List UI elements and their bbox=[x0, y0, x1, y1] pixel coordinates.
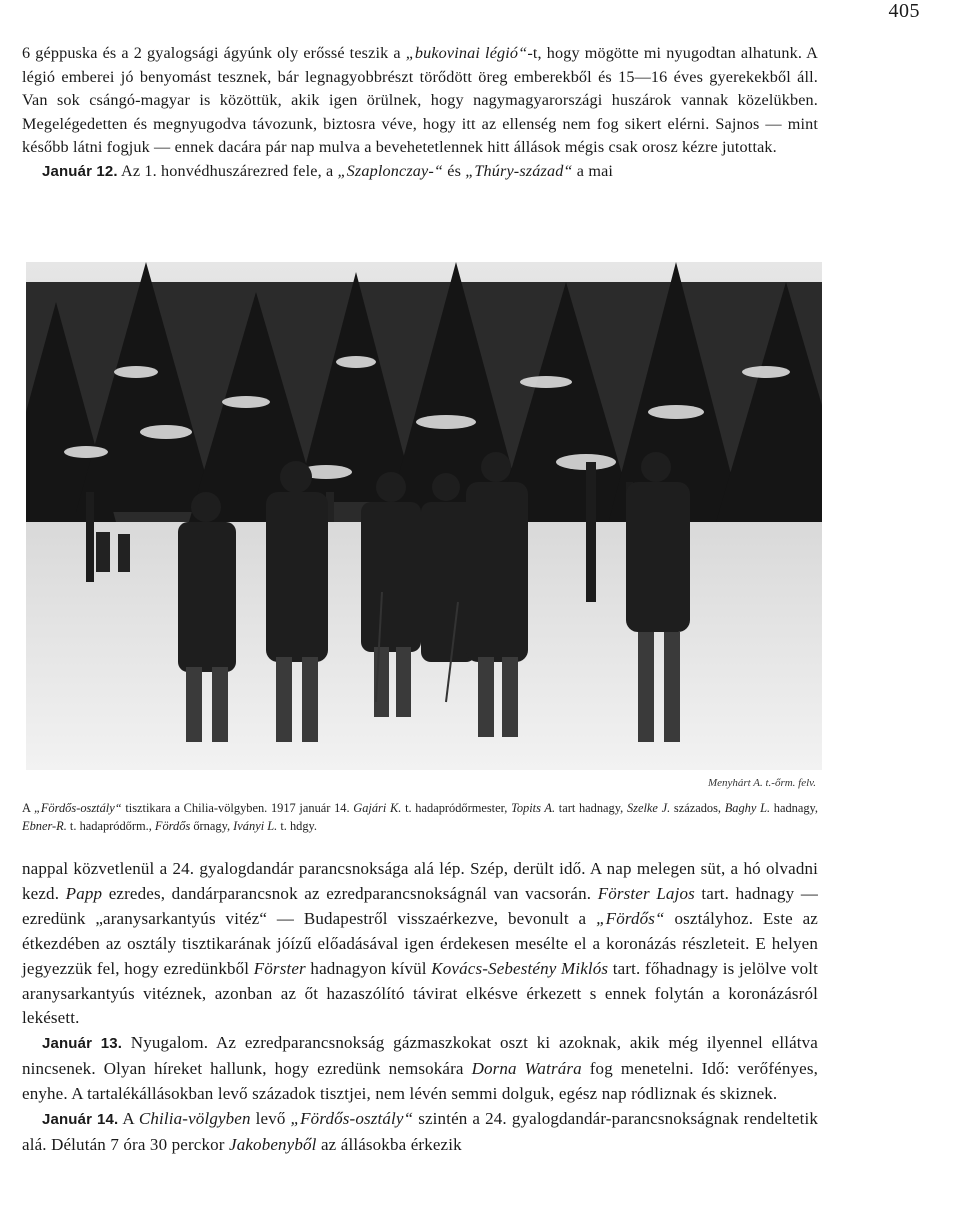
photograph-officers-in-snowy-forest bbox=[26, 262, 822, 770]
italic-run: „bukovinai légió“ bbox=[405, 44, 528, 62]
bottom-text-block bbox=[22, 857, 818, 1158]
text-run: százados, bbox=[670, 801, 725, 815]
text-run: tisztikara a Chilia-völgyben. 1917 január 14. bbox=[121, 801, 354, 815]
text-run: t. hadapródőrm., bbox=[66, 819, 155, 833]
text-run: szintén a 24. gyalogdandár-parancsnokságnak rendeltetik alá. Délután 7 óra 30 perckor bbox=[22, 1109, 818, 1154]
italic-run: „Thúry-század“ bbox=[465, 161, 573, 180]
italic-run: Förster Lajos bbox=[597, 883, 695, 903]
text-run: fog menetelni. Idő: verőfényes, enyhe. A tartalékállásokban levő századok tisztjei, nem lévén semmi dolguk, egész nap ródliznak és skiznek. bbox=[22, 1059, 818, 1104]
text-run: Az 1. honvédhuszárezred fele, a bbox=[117, 161, 338, 180]
text-run: hadnagy, bbox=[770, 801, 819, 815]
italic-run: „Fördős“ bbox=[596, 908, 665, 928]
page-number: 405 bbox=[888, 0, 920, 22]
text-run: Nyugalom. Az ezredparancsnokság gázmaszkokat oszt ki azoknak, akik még ilyennel ellátva nincsenek. Olyan híreket hallunk, hogy ezredünk nemsokára bbox=[22, 1033, 818, 1079]
italic-run: Gajári K. bbox=[353, 801, 402, 815]
paragraph-january-13 bbox=[22, 1031, 818, 1107]
text-run: A bbox=[118, 1109, 139, 1129]
photo-credit: Menyhárt A. t.-őrm. felv. bbox=[707, 777, 816, 789]
date-heading: Január 12. bbox=[42, 162, 118, 180]
italic-run: „Fördős-osztály“ bbox=[290, 1109, 414, 1129]
text-run: nappal közvetlenül a 24. gyalogdandár parancsnoksága alá lép. Szép, derült idő. A nap melegen süt, a hó olvadni kezd. bbox=[22, 859, 818, 903]
text-run: A bbox=[22, 801, 34, 815]
text-run: hadnagyon kívül bbox=[305, 958, 432, 978]
date-heading: Január 13. bbox=[42, 1035, 123, 1053]
text-run: tart hadnagy, bbox=[555, 801, 627, 815]
paragraph-continued bbox=[22, 857, 818, 1031]
paragraph-january-14 bbox=[22, 1107, 818, 1158]
italic-run: Iványi L. bbox=[233, 819, 278, 833]
paragraph-legion bbox=[22, 42, 818, 160]
italic-run: Förster bbox=[253, 958, 306, 978]
text-run: tart. hadnagy — ezredünk „aranysarkantyús vitéz“ — Budapestről visszaérkezve, bevonult a bbox=[22, 883, 818, 928]
text-run: és bbox=[443, 161, 466, 180]
text-run: t. hadapródőrmester, bbox=[401, 801, 512, 815]
italic-run: Chilia-völgyben bbox=[138, 1109, 251, 1129]
text-run: az állásokba érkezik bbox=[316, 1134, 462, 1154]
text-run: ezredes, dandárparancsnok az ezredparancsnokságnál van vacsorán. bbox=[102, 883, 598, 903]
italic-run: „Szaplonczay-“ bbox=[337, 161, 444, 180]
italic-run: Jakobenyből bbox=[229, 1134, 317, 1154]
italic-run: Papp bbox=[65, 883, 103, 903]
italic-run: Baghy L. bbox=[724, 801, 771, 815]
paragraph-january-12 bbox=[22, 160, 818, 184]
italic-run: Szelke J. bbox=[626, 801, 671, 815]
italic-run: Dorna Watrára bbox=[471, 1059, 582, 1079]
italic-run: Topits A. bbox=[511, 801, 556, 815]
text-run: -t, hogy mögötte mi nyugodtan alhatunk. A légió emberei jó benyomást tesznek, bár legnagyobbrészt törődött öreg emberekből és 15—16 éves gyerekekből áll. Van sok csángó-magyar is közöttük, akik igen örülnek, hogy nagymagyarországi huszárok vannak közelükben. Megelégedetten és megnyugodva távozunk, biztosra véve, hogy itt az ellenség nem fog sikert elérni. Sajnos — mint később látni fogjuk — ennek dacára pár nap mulva a bevehetetlennek hitt állások mégis csak orosz kézre jutottak. bbox=[22, 44, 818, 157]
date-heading: Január 14. bbox=[42, 1111, 119, 1129]
text-run: t. hdgy. bbox=[277, 819, 318, 833]
italic-run: Ebner-R. bbox=[22, 819, 67, 833]
text-run: a mai bbox=[572, 161, 614, 180]
italic-run: „Fördős-osztály“ bbox=[33, 801, 122, 815]
text-run: őrnagy, bbox=[190, 819, 234, 833]
italic-run: Kovács-Sebestény Miklós bbox=[431, 958, 609, 978]
text-run: levő bbox=[250, 1109, 291, 1129]
top-text-block bbox=[22, 42, 818, 184]
text-run: osztályhoz. Este az étkezdében az osztály tisztikarának jóízű előadásával igen érdekesen mesélte el a koronázás részleteit. E helyen jegyezzük fel, hogy ezredünkből bbox=[22, 908, 818, 978]
text-run: tart. főhadnagy is jelölve volt aranysarkantyús vitéznek, azonban az őt hazaszólító távirat elkésve érkezett s ennek folytán a koronázásról lekésett. bbox=[22, 958, 818, 1028]
italic-run: Fördős bbox=[154, 819, 191, 833]
text-run: 6 géppuska és a 2 gyalogsági ágyúnk oly erőssé teszik a bbox=[22, 44, 406, 62]
photo-caption bbox=[22, 799, 818, 835]
